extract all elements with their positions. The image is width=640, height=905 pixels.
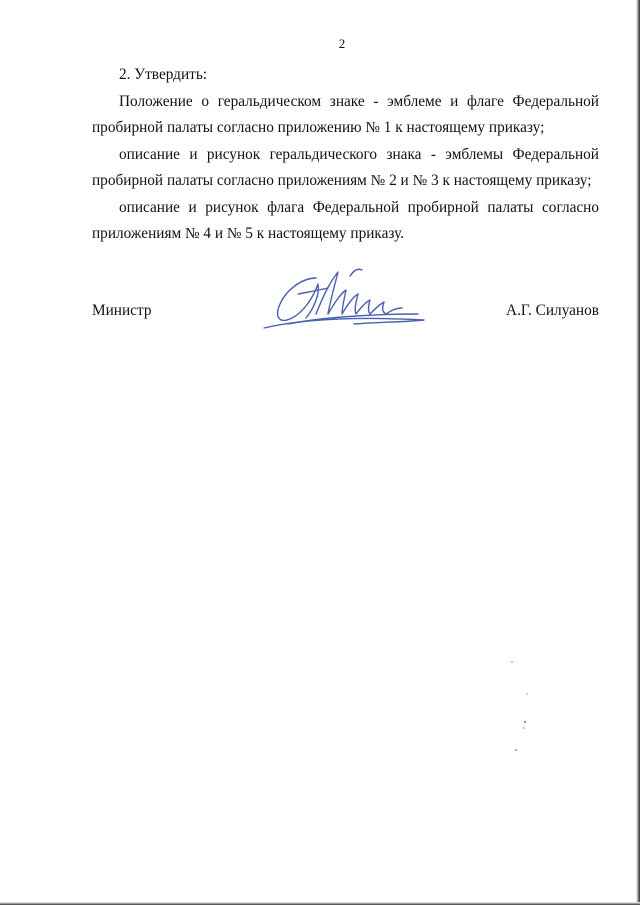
scan-specks: [500, 650, 540, 760]
paragraph-regulation: Положение о геральдическом знаке - эмблеме и флаге Федеральной пробирной палаты согласно приложению № 1 к настоящему приказу;: [92, 92, 599, 136]
paragraph-emblem-description: описание и рисунок геральдического знака - эмблемы Федеральной пробирной палаты согласно приложениям № 2 и № 3 к настоящему приказу;: [92, 145, 599, 189]
signature-strokes: [264, 269, 424, 328]
document-body: [92, 62, 599, 248]
page-number: 2: [338, 36, 346, 51]
scan-edge-right: [636, 0, 640, 905]
handwritten-signature: [258, 264, 430, 336]
signer-position: Министр: [92, 302, 152, 319]
paragraph-approve-heading: 2. Утвердить:: [119, 66, 208, 83]
signer-name: А.Г. Силуанов: [506, 302, 599, 319]
paragraph-flag-description: описание и рисунок флага Федеральной пробирной палаты согласно приложениям № 4 и № 5 к настоящему приказу.: [92, 198, 599, 242]
